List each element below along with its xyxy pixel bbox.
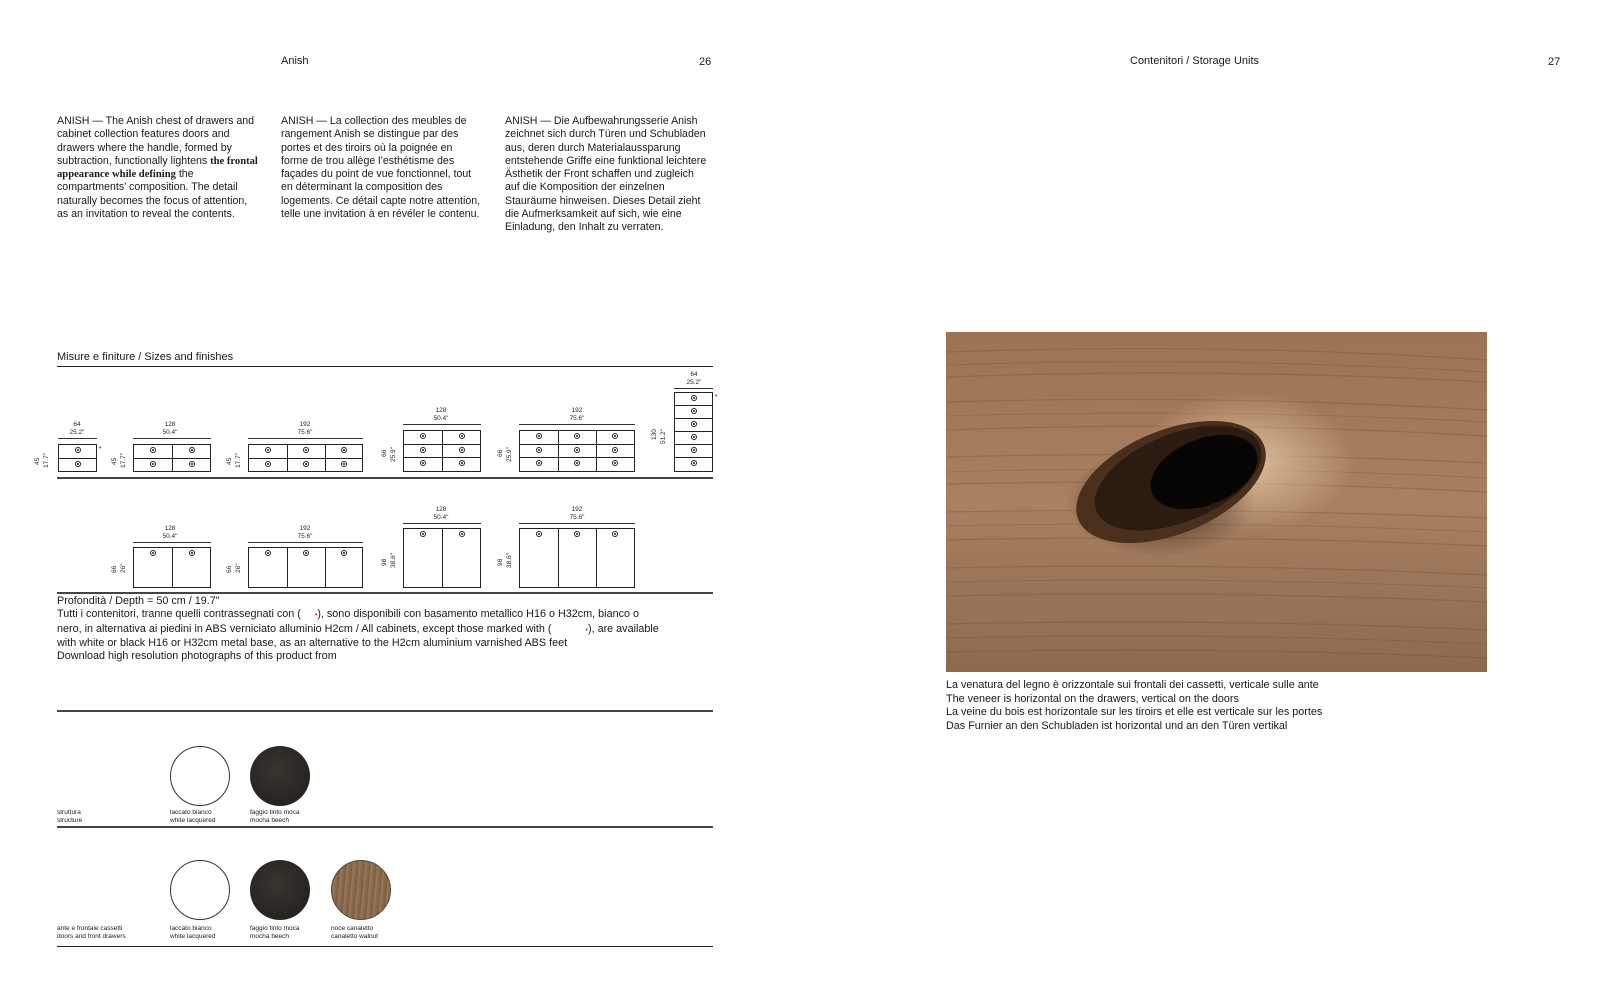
knob-icon <box>150 461 156 467</box>
dim-line <box>519 523 635 524</box>
dim-128-in: 50.4" <box>162 533 178 540</box>
knob-icon <box>189 550 195 556</box>
knob-icon <box>265 447 271 453</box>
right-page-number: 27 <box>1548 56 1561 68</box>
knob-icon <box>574 531 580 537</box>
swatch-label: laccato bianco white lacquered <box>170 809 216 824</box>
wood-grain-image <box>946 332 1487 672</box>
dim-192-in: 75.6" <box>297 429 313 436</box>
swatch-label: laccato bianco white lacquered <box>170 925 216 940</box>
notes-block <box>57 595 717 663</box>
star-marker: • <box>715 393 718 400</box>
divider <box>558 529 559 587</box>
dim-45-in: 17.7" <box>43 453 50 468</box>
intro-column-fr <box>281 115 481 221</box>
knob-icon <box>612 433 618 439</box>
star-marker: • <box>314 612 318 620</box>
divider <box>404 457 480 458</box>
dim-128: 128 <box>435 506 447 513</box>
intro-text-en-a: — The Anish chest of drawers and cabinet collection features doors and drawers where the handle, formed by subtraction, functionally lightens <box>57 115 255 167</box>
knob-icon <box>75 461 81 467</box>
cabinet-128-2door <box>133 547 211 588</box>
drawer-divider <box>59 458 96 459</box>
base-note-line-1: Tutti i contenitori, tranne quelli contrassegnati con ( •), sono disponibili con basamento metallico H16 o H32cm, bianco o <box>57 608 639 621</box>
dim-192-in: 75.6" <box>569 415 585 422</box>
download-note[interactable]: Download high resolution photographs of this product from <box>57 650 337 663</box>
dim-130: 130 <box>651 429 658 440</box>
divider <box>675 431 712 432</box>
intro-column-en <box>57 115 259 221</box>
knob-icon <box>612 447 618 453</box>
knob-icon <box>189 461 195 467</box>
cabinet-64-tall-6drawer <box>674 392 713 472</box>
dim-45-in: 17.7" <box>120 453 127 468</box>
dim-66: 66 <box>111 565 118 573</box>
divider <box>596 431 597 471</box>
knob-icon <box>459 531 465 537</box>
dim-45: 45 <box>34 457 41 465</box>
knob-icon <box>420 460 426 466</box>
intro-text-de: — Die Aufbewahrungsserie Anish zeichnet sich durch Türen und Schubladen aus, deren durch Materialaussparung entstehende Griffe eine funktional leichtere Ästhetik der Front schaffen und zugleich auf die Komposition der einzelnen Stauräume hinweisen. Dieses Detail zieht die Aufmerksamkeit auf sich, wie eine Einladung, den Inhalt zu verraten. <box>505 115 707 234</box>
dim-66-in: 26" <box>120 563 127 573</box>
dim-128: 128 <box>435 407 447 414</box>
knob-icon <box>459 460 465 466</box>
knob-icon <box>574 447 580 453</box>
caption-de: Das Furnier an den Schubladen ist horizontal und an den Türen vertikal <box>946 719 1288 732</box>
swatch-mocha-beech <box>250 746 310 806</box>
knob-icon <box>536 460 542 466</box>
cabinet-64-2drawer <box>58 444 97 472</box>
left-running-header: Anish <box>281 55 309 67</box>
dim-64: 64 <box>73 421 81 428</box>
dim-192: 192 <box>571 407 583 414</box>
knob-icon <box>420 433 426 439</box>
divider <box>675 405 712 406</box>
row-separator <box>57 477 713 481</box>
knob-icon <box>420 531 426 537</box>
dim-line <box>248 438 363 439</box>
knob-icon <box>189 447 195 453</box>
dim-128-in: 50.4" <box>162 429 178 436</box>
dim-66-in: 25.9" <box>506 447 513 462</box>
knob-icon <box>691 408 697 414</box>
dim-45: 45 <box>226 457 233 465</box>
knob-icon <box>612 460 618 466</box>
base-note-line-3: with white or black H16 or H32cm metal base, as an alternative to the H2cm aluminium varnished ABS feet <box>57 636 568 649</box>
dim-98: 98 <box>381 558 388 566</box>
divider <box>675 444 712 445</box>
section-rule <box>57 366 713 367</box>
divider <box>287 548 288 587</box>
knob-icon <box>265 461 271 467</box>
dim-130-in: 51.2" <box>660 429 667 444</box>
cabinet-128-2door-tall <box>403 528 481 588</box>
knob-icon <box>574 433 580 439</box>
knob-icon <box>150 550 156 556</box>
dim-128-in: 50.4" <box>433 514 449 521</box>
dim-line <box>403 424 481 425</box>
dim-line <box>133 438 211 439</box>
caption-fr: La veine du bois est horizontale sur les tiroirs et elle est verticale sur les portes <box>946 706 1323 719</box>
caption-en: The veneer is horizontal on the drawers, vertical on the doors <box>946 692 1239 705</box>
knob-icon <box>341 461 347 467</box>
dim-66: 66 <box>226 565 233 573</box>
dim-line <box>403 523 481 524</box>
knob-icon <box>303 550 309 556</box>
divider <box>596 529 597 587</box>
knob-icon <box>265 550 271 556</box>
divider <box>442 529 443 587</box>
knob-icon <box>303 447 309 453</box>
knob-icon <box>420 447 426 453</box>
divider <box>442 431 443 471</box>
dim-192: 192 <box>299 525 311 532</box>
knob-icon <box>691 434 697 440</box>
dim-line <box>133 542 211 543</box>
dim-98: 98 <box>497 558 504 566</box>
dim-128: 128 <box>164 525 176 532</box>
dim-66-in: 26" <box>235 563 242 573</box>
photo-caption <box>946 679 1506 733</box>
dim-98-in: 38.6" <box>390 553 397 568</box>
divider <box>134 458 210 459</box>
cabinet-192-3door <box>248 547 363 588</box>
swatch-white-lacquered <box>170 746 230 806</box>
knob-icon <box>574 460 580 466</box>
right-running-header: Contenitori / Storage Units <box>1130 55 1260 67</box>
dim-66-in: 25.9" <box>390 447 397 462</box>
knob-icon <box>536 531 542 537</box>
dim-98-in: 38.6" <box>506 553 513 568</box>
knob-icon <box>691 460 697 466</box>
dim-66: 66 <box>497 449 504 457</box>
swatch-label: faggio tinto moca mocha beech <box>250 925 300 940</box>
intro-text-en-b: the compartments’ composition. The detail naturally becomes the focus of attention, as an invitation to reveal the contents. <box>57 168 248 221</box>
dim-line <box>519 424 635 425</box>
knob-icon <box>150 447 156 453</box>
base-note-line-2: nero, in alternativa ai piedini in ABS verniciato alluminio H2cm / All cabinets, except those marked with ( •), are available <box>57 622 659 635</box>
dim-66: 66 <box>381 449 388 457</box>
star-marker: • <box>585 626 588 634</box>
intro-column-de <box>505 115 707 235</box>
divider <box>172 548 173 587</box>
section-title: Misure e finiture / Sizes and finishes <box>57 351 234 363</box>
finish-row-label-doors: ante e frontale cassetti doors and front drawers <box>57 925 126 940</box>
swatch-mocha-beech <box>250 860 310 920</box>
depth-note: Profondità / Depth = 50 cm / 19.7" <box>57 595 220 607</box>
dim-192-in: 75.6" <box>569 514 585 521</box>
intro-text-en-bold: the frontal appearance while defining <box>57 155 258 181</box>
swatch-canaletto-walnut <box>331 860 391 920</box>
knob-icon <box>303 461 309 467</box>
divider <box>675 418 712 419</box>
cabinet-128-6drawer <box>403 430 481 472</box>
intro-label-en: ANISH <box>57 115 90 127</box>
knob-icon <box>459 433 465 439</box>
knob-icon <box>691 447 697 453</box>
swatch-label: faggio tinto moca mocha beech <box>250 809 300 824</box>
star-marker: • <box>99 445 102 452</box>
dim-192-in: 75.6" <box>297 533 313 540</box>
finish-row-label-structure: struttura structure <box>57 809 83 824</box>
dim-192: 192 <box>299 421 311 428</box>
knob-icon <box>536 447 542 453</box>
cabinet-128-4drawer <box>133 444 211 472</box>
knob-icon <box>459 447 465 453</box>
divider <box>520 457 634 458</box>
knob-icon <box>341 550 347 556</box>
finishes-bottom-rule <box>57 946 713 947</box>
divider <box>558 431 559 471</box>
finishes-row-separator <box>57 826 713 830</box>
intro-label-de: ANISH <box>505 115 538 127</box>
wood-hole-photo <box>946 332 1487 672</box>
divider <box>249 458 362 459</box>
cabinet-192-6drawer <box>248 444 363 472</box>
knob-icon <box>612 531 618 537</box>
cabinet-192-9drawer <box>519 430 635 472</box>
intro-label-fr: ANISH <box>281 115 314 127</box>
left-page-number: 26 <box>699 56 712 68</box>
caption-it: La venatura del legno è orizzontale sui frontali dei cassetti, verticale sulle ante <box>946 679 1319 691</box>
finishes-separator <box>57 710 713 714</box>
divider <box>325 548 326 587</box>
knob-icon <box>75 447 81 453</box>
knob-icon <box>691 395 697 401</box>
dim-64: 64 <box>690 371 698 378</box>
divider <box>404 444 480 445</box>
dim-line <box>248 542 363 543</box>
swatch-label: noce canaletto canaletto walnut <box>331 925 378 940</box>
dim-128: 128 <box>164 421 176 428</box>
dim-64-in: 25.2" <box>69 429 85 436</box>
dim-45: 45 <box>111 457 118 465</box>
divider <box>520 444 634 445</box>
dim-192: 192 <box>571 506 583 513</box>
dim-45-in: 17.7" <box>235 453 242 468</box>
dim-128-in: 50.4" <box>433 415 449 422</box>
knob-icon <box>341 447 347 453</box>
intro-text-fr: — La collection des meubles de rangement Anish se distingue par des portes et des tiroirs où la poignée en forme de trou allège l’esthétisme des façades du point de vue fonctionnel, tout en déterminant la composition des logements. Ce détail capte notre attention, telle une invitation à en révéler le contenu. <box>281 115 481 221</box>
cabinet-192-3door-tall <box>519 528 635 588</box>
swatch-white-lacquered <box>170 860 230 920</box>
dim-line <box>674 388 713 389</box>
divider <box>675 457 712 458</box>
knob-icon <box>536 433 542 439</box>
dim-64-in: 25.2" <box>686 379 702 386</box>
dim-line <box>58 438 97 439</box>
knob-icon <box>691 421 697 427</box>
